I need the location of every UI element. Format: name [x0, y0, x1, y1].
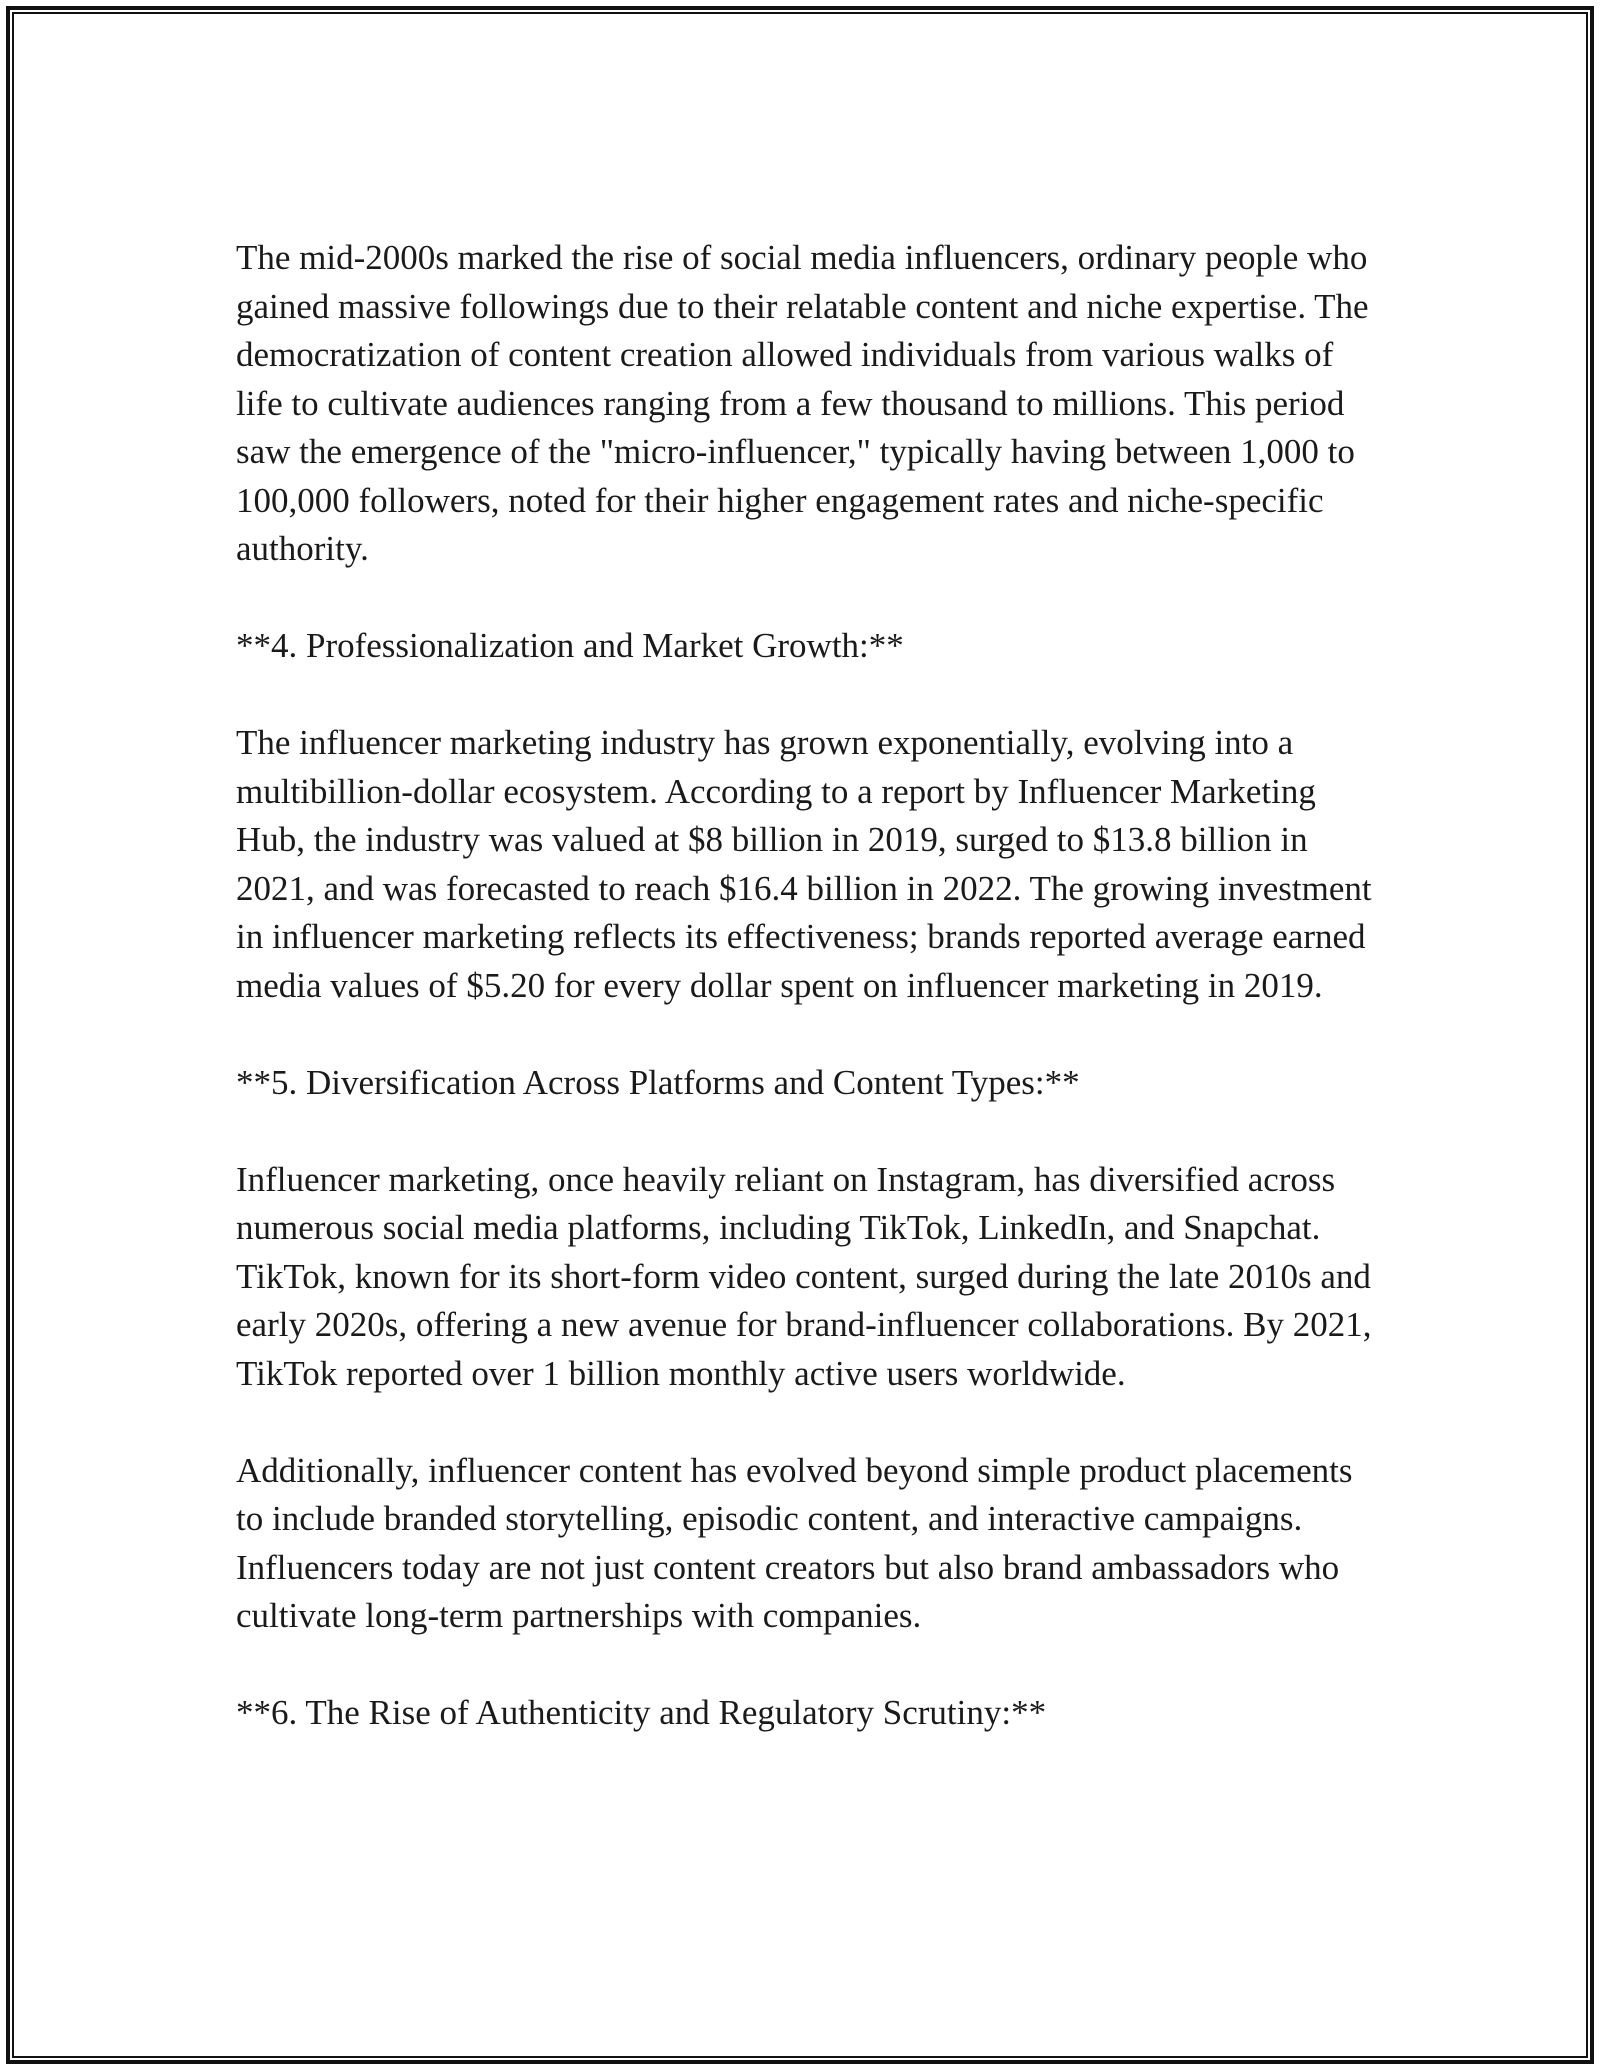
section-heading-4: **4. Professionalization and Market Growth:**: [236, 626, 904, 665]
document-body: [236, 234, 1376, 1738]
paragraph-micro-influencers: The mid-2000s marked the rise of social media influencers, ordinary people who gained massive followings due to their relatable content and niche expertise. The democratization of content creation allowed individuals from various walks of life to cultivate audiences ranging from a few thousand to millions. This period saw the emergence of the "micro-influencer," typically having between 1,000 to 100,000 followers, noted for their higher engagement rates and niche-specific authority.: [236, 238, 1369, 568]
paragraph-content-evolution: Additionally, influencer content has evolved beyond simple product placements to include branded storytelling, episodic content, and interactive campaigns. Influencers today are not just content creators but also brand ambassadors who cultivate long-term partnerships with companies.: [236, 1450, 1353, 1635]
section-heading-6: **6. The Rise of Authenticity and Regulatory Scrutiny:**: [236, 1693, 1047, 1732]
paragraph-market-growth: The influencer marketing industry has grown exponentially, evolving into a multibillion-dollar ecosystem. According to a report by Influencer Marketing Hub, the industry was valued at $8 billion in 2019, surged to $13.8 billion in 2021, and was forecasted to reach $16.4 billion in 2022. The growing investment in influencer marketing reflects its effectiveness; brands reported average earned media values of $5.20 for every dollar spent on influencer marketing in 2019.: [236, 723, 1372, 1005]
section-heading-5: **5. Diversification Across Platforms and Content Types:**: [236, 1062, 1080, 1102]
paragraph-platform-diversification: Influencer marketing, once heavily reliant on Instagram, has diversified across numerous social media platforms, including TikTok, LinkedIn, and Snapchat. TikTok, known for its short-form video content, surged during the late 2010s and early 2020s, offering a new avenue for brand-influencer collaborations. By 2021, TikTok reported over 1 billion monthly active users worldwide.: [236, 1159, 1372, 1393]
